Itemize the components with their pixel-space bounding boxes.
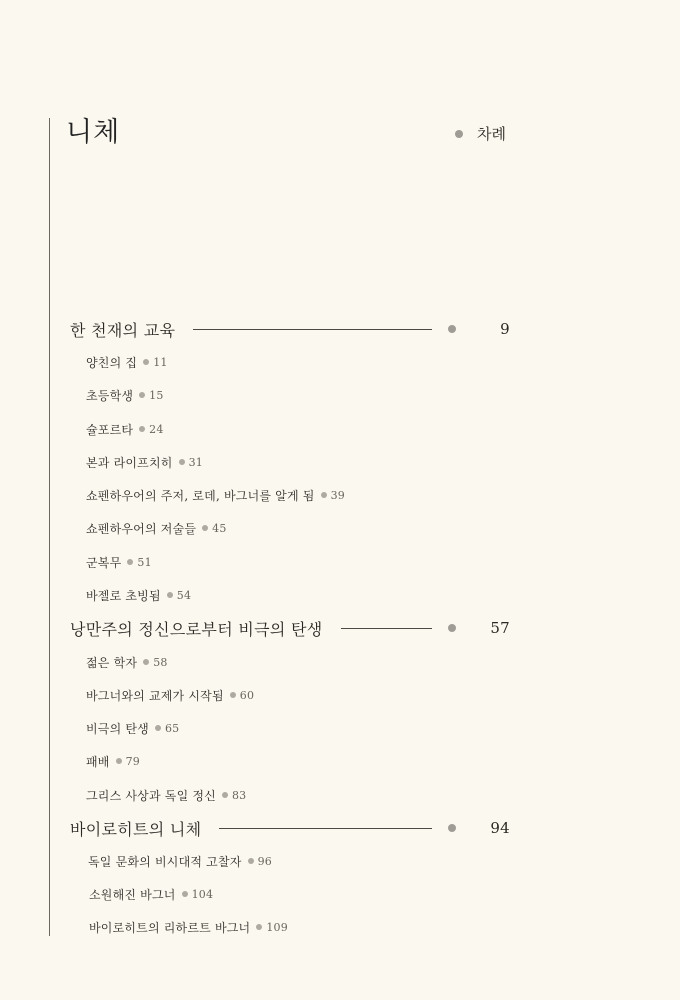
toc-heading bbox=[455, 124, 506, 144]
section-entry[interactable] bbox=[86, 386, 164, 404]
bullet-dot-icon bbox=[139, 392, 145, 398]
section-entry[interactable] bbox=[86, 686, 254, 704]
chapter-title: 한 천재의 교육 bbox=[70, 320, 176, 340]
bullet-dot-icon bbox=[222, 792, 228, 798]
chapter-page-number: 9 bbox=[500, 320, 510, 338]
section-page-number: 104 bbox=[191, 887, 214, 901]
bullet-dot-icon bbox=[202, 525, 208, 531]
section-title: 초등학생 bbox=[86, 388, 134, 403]
section-title: 젊은 학자 bbox=[86, 655, 138, 670]
left-margin-rule bbox=[49, 118, 50, 936]
section-page-number: 65 bbox=[164, 721, 180, 735]
section-title: 비극의 탄생 bbox=[86, 721, 149, 736]
section-entry[interactable] bbox=[86, 453, 203, 471]
section-page-number: 60 bbox=[239, 688, 255, 702]
bullet-dot-icon bbox=[448, 624, 456, 632]
section-entry[interactable] bbox=[86, 752, 140, 770]
section-entry[interactable] bbox=[86, 586, 191, 604]
leader-line bbox=[193, 329, 432, 330]
bullet-dot-icon bbox=[167, 592, 173, 598]
section-page-number: 54 bbox=[176, 588, 192, 602]
section-title: 군복무 bbox=[86, 555, 122, 570]
bullet-dot-icon bbox=[448, 325, 456, 333]
section-entry[interactable] bbox=[88, 852, 272, 870]
section-title: 양친의 집 bbox=[86, 355, 138, 370]
bullet-dot-icon bbox=[179, 459, 185, 465]
section-entry[interactable] bbox=[86, 786, 246, 804]
section-title: 바젤로 초빙됨 bbox=[86, 588, 161, 603]
bullet-dot-icon bbox=[139, 426, 145, 432]
bullet-dot-icon bbox=[248, 858, 254, 864]
section-page-number: 83 bbox=[231, 788, 247, 802]
section-entry[interactable] bbox=[86, 486, 345, 504]
section-entry[interactable] bbox=[86, 653, 168, 671]
section-title: 소원해진 바그너 bbox=[89, 887, 176, 902]
bullet-dot-icon bbox=[116, 758, 122, 764]
chapter-title: 낭만주의 정신으로부터 비극의 탄생 bbox=[70, 619, 323, 639]
section-page-number: 58 bbox=[153, 655, 168, 669]
section-title: 독일 문화의 비시대적 고찰자 bbox=[88, 854, 242, 869]
section-title: 쇼펜하우어의 저술들 bbox=[86, 521, 197, 536]
bullet-dot-icon bbox=[455, 130, 463, 138]
chapter-page-number: 57 bbox=[490, 619, 510, 637]
section-page-number: 31 bbox=[188, 455, 203, 469]
section-page-number: 24 bbox=[149, 422, 164, 436]
section-title: 패배 bbox=[86, 754, 110, 769]
section-title: 바이로히트의 리하르트 바그너 bbox=[89, 920, 251, 935]
chapter-title: 바이로히트의 니체 bbox=[70, 819, 202, 839]
section-entry[interactable] bbox=[89, 918, 288, 936]
section-page-number: 79 bbox=[125, 754, 140, 768]
section-entry[interactable] bbox=[86, 420, 164, 438]
section-page-number: 39 bbox=[330, 488, 345, 502]
bullet-dot-icon bbox=[127, 559, 133, 565]
leader-line bbox=[341, 628, 433, 629]
bullet-dot-icon bbox=[143, 359, 149, 365]
section-page-number: 51 bbox=[137, 555, 152, 569]
chapter-entry[interactable] bbox=[70, 817, 510, 839]
bullet-dot-icon bbox=[155, 725, 161, 731]
section-entry[interactable] bbox=[86, 353, 168, 371]
chapter-page-number: 94 bbox=[490, 819, 510, 837]
section-entry[interactable] bbox=[86, 519, 227, 537]
bullet-dot-icon bbox=[230, 692, 236, 698]
bullet-dot-icon bbox=[448, 824, 456, 832]
bullet-dot-icon bbox=[182, 891, 188, 897]
section-entry[interactable] bbox=[86, 719, 179, 737]
section-entry[interactable] bbox=[86, 553, 152, 571]
section-title: 쇼펜하우어의 주저, 로데, 바그너를 알게 됨 bbox=[86, 488, 315, 503]
section-title: 본과 라이프치히 bbox=[86, 455, 173, 470]
section-page-number: 45 bbox=[212, 521, 227, 535]
leader-line bbox=[219, 828, 432, 829]
section-page-number: 11 bbox=[153, 355, 168, 369]
section-page-number: 15 bbox=[149, 388, 164, 402]
section-page-number: 109 bbox=[266, 920, 288, 934]
section-page-number: 96 bbox=[257, 854, 272, 868]
chapter-entry[interactable] bbox=[70, 318, 510, 340]
toc-heading-label: 차례 bbox=[477, 125, 506, 143]
chapter-entry[interactable] bbox=[70, 617, 510, 639]
section-title: 슐포르타 bbox=[86, 422, 134, 437]
section-entry[interactable] bbox=[89, 885, 213, 903]
bullet-dot-icon bbox=[143, 659, 149, 665]
book-title: 니체 bbox=[66, 117, 121, 148]
bullet-dot-icon bbox=[321, 492, 327, 498]
bullet-dot-icon bbox=[256, 924, 262, 930]
section-title: 그리스 사상과 독일 정신 bbox=[86, 788, 216, 803]
section-title: 바그너와의 교제가 시작됨 bbox=[86, 688, 224, 703]
